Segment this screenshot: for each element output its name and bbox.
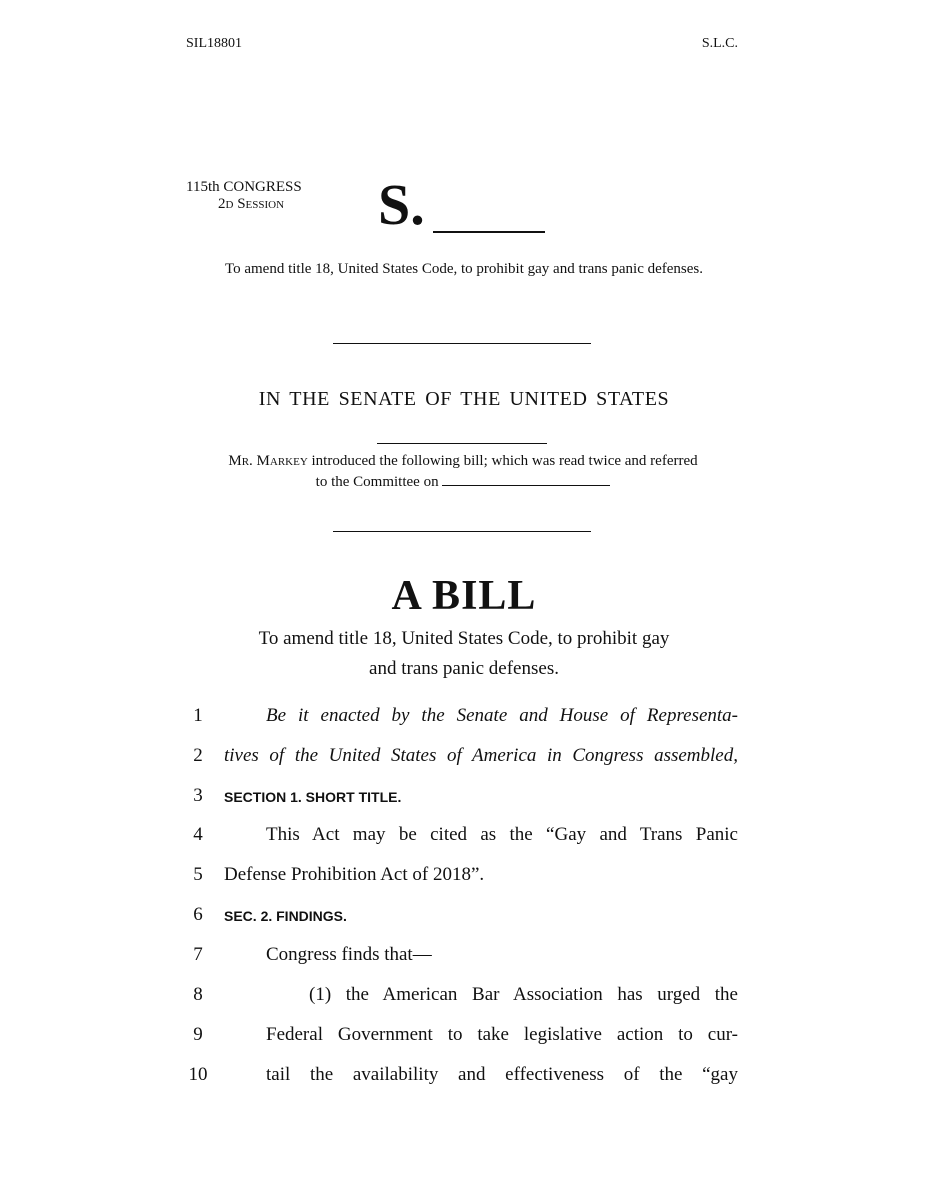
congress-label	[186, 179, 302, 213]
line-number: 6	[193, 904, 203, 925]
line-number: 2	[193, 745, 203, 766]
caption: To amend title 18, United States Code, to prohibit gay and trans panic defenses.	[224, 261, 703, 277]
short-title-line-2: Defense Prohibition Act of 2018”.	[224, 864, 485, 885]
enacting-clause-line-2: tives of the United States of America in Congress assembled,	[224, 745, 738, 766]
line-number: 9	[193, 1024, 203, 1045]
purpose-line-2: and trans panic defenses.	[369, 658, 559, 679]
finding-1-line-3: tail the availability and effectiveness of the “gay	[266, 1064, 738, 1085]
committee-label: to the Committee on	[315, 474, 439, 490]
line-number: 10	[188, 1064, 208, 1085]
document-id: SIL18801	[186, 36, 242, 51]
purpose	[180, 624, 748, 684]
line-number: 7	[193, 944, 203, 965]
finding-1-line-2: Federal Government to take legislative action to cur-	[266, 1024, 738, 1045]
line-number: 5	[193, 864, 203, 885]
findings-intro: Congress finds that—	[266, 944, 432, 965]
line-number: 1	[193, 705, 203, 726]
introduction-text: introduced the following bill; which was read twice and referred	[311, 453, 698, 469]
purpose-line-1: To amend title 18, United States Code, to prohibit gay	[258, 628, 670, 649]
session-label: 2d Session	[218, 196, 285, 212]
introduction	[180, 451, 746, 493]
bill-number-prefix: S.	[378, 172, 425, 237]
divider	[333, 343, 591, 344]
slc-mark: S.L.C.	[701, 36, 738, 51]
line-number: 8	[193, 984, 203, 1005]
sponsor-name: Mr. Markey	[228, 453, 308, 469]
finding-1-line-1: (1) the American Bar Association has urged the	[309, 984, 738, 1005]
line-number: 4	[193, 824, 203, 845]
section-1-heading: SECTION 1. SHORT TITLE.	[224, 789, 402, 805]
congress-number: 115th CONGRESS	[186, 179, 302, 195]
chamber-heading: IN THE SENATE OF THE UNITED STATES	[258, 388, 670, 410]
bill-title: A BILL	[391, 573, 537, 619]
divider	[377, 443, 547, 444]
line-number: 3	[193, 785, 203, 806]
bill-number-blank	[433, 231, 545, 233]
divider	[333, 531, 591, 532]
enacting-clause-line-1: Be it enacted by the Senate and House of Representa-	[266, 705, 738, 726]
committee-blank	[442, 473, 610, 486]
section-2-heading: SEC. 2. FINDINGS.	[224, 908, 347, 924]
short-title-line-1: This Act may be cited as the “Gay and Trans Panic	[266, 824, 738, 845]
